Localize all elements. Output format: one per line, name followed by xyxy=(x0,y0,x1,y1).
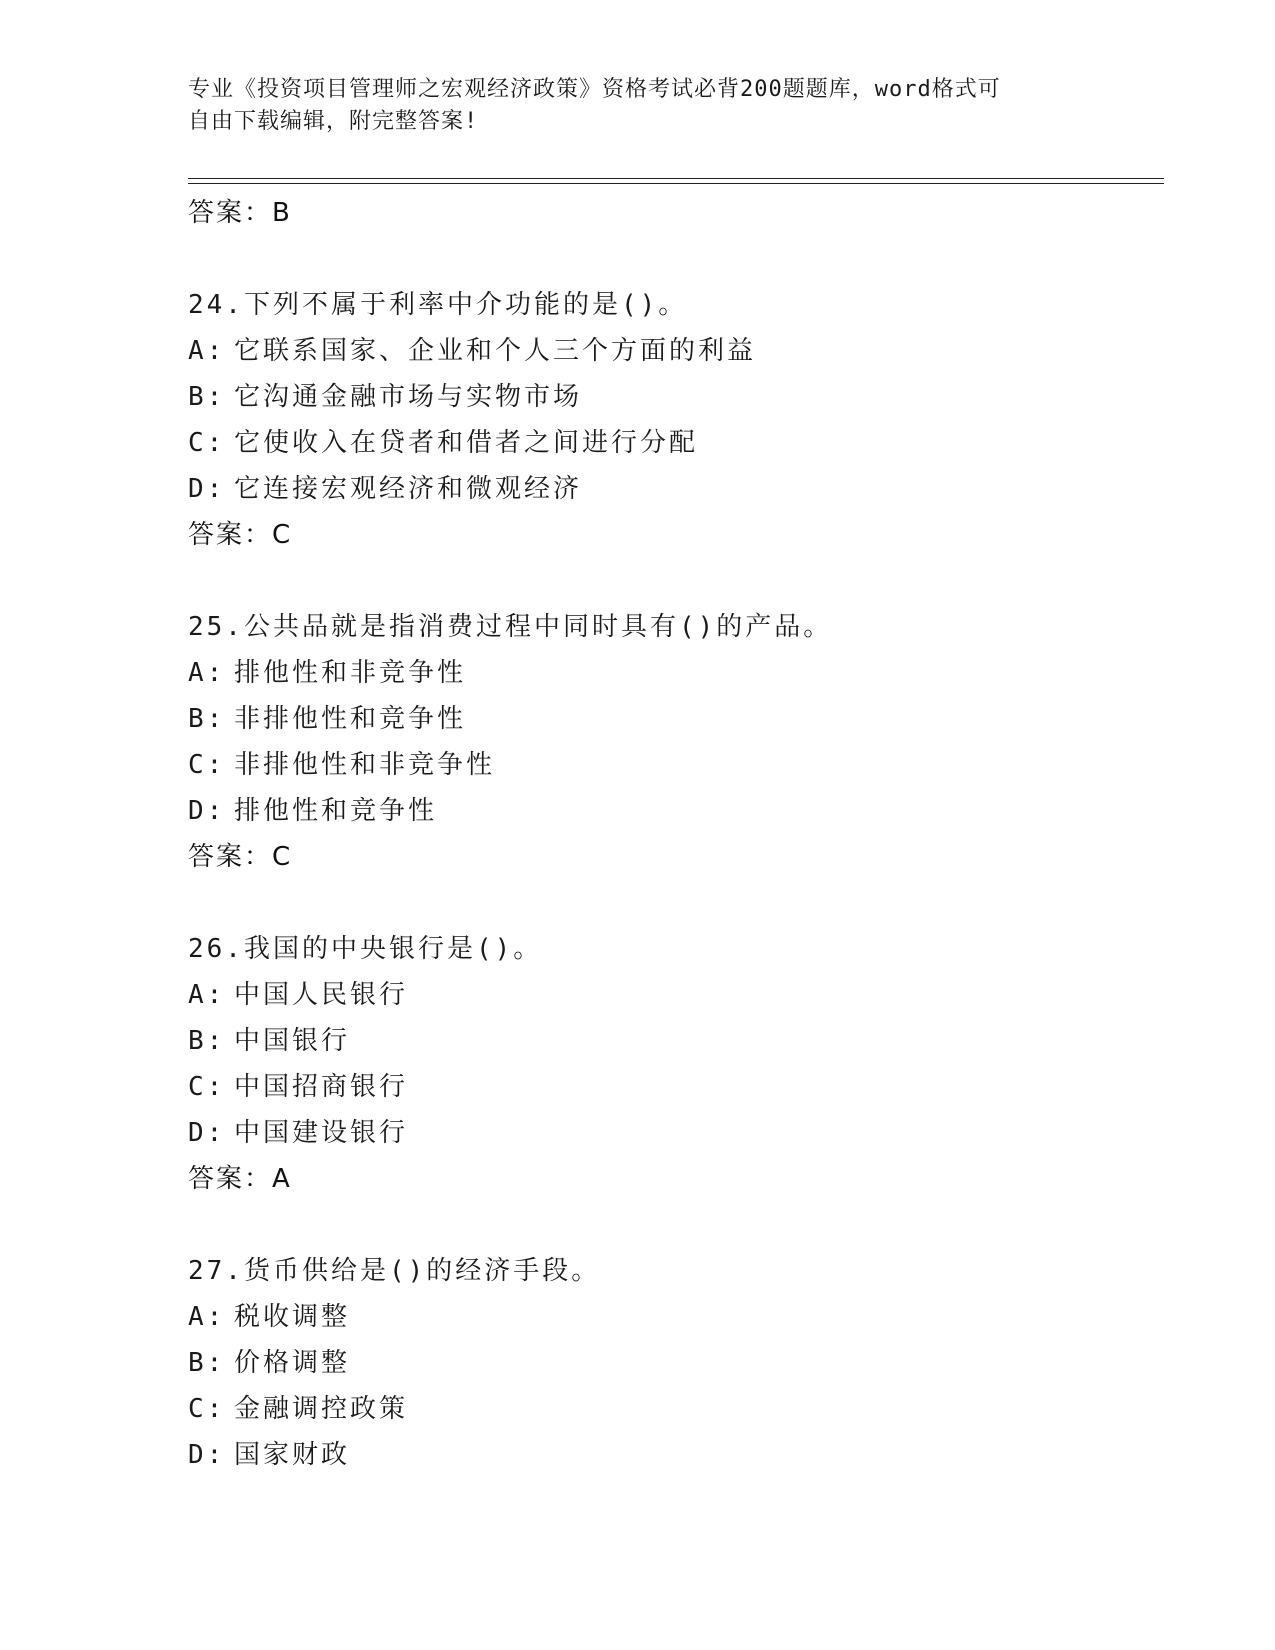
option-text: 非排他性和竞争性 xyxy=(234,704,467,734)
option-text: 中国人民银行 xyxy=(234,980,409,1010)
option-text: 它连接宏观经济和微观经济 xyxy=(234,474,583,504)
option-label: A: xyxy=(188,1302,226,1332)
option-label: B: xyxy=(188,704,226,734)
option-label: B: xyxy=(188,1348,226,1378)
option-label: D: xyxy=(188,1118,226,1148)
option-text: 价格调整 xyxy=(234,1348,351,1378)
option-b xyxy=(188,1018,1148,1064)
option-label: D: xyxy=(188,1440,226,1470)
question-block xyxy=(188,282,1148,558)
option-b xyxy=(188,696,1148,742)
question-list xyxy=(188,190,1148,1478)
option-d xyxy=(188,1432,1148,1478)
question-block xyxy=(188,1248,1148,1478)
option-text: 非排他性和非竞争性 xyxy=(234,750,496,780)
option-text: 排他性和非竞争性 xyxy=(234,658,467,688)
option-d xyxy=(188,466,1148,512)
answer: 答案：C xyxy=(188,520,293,550)
option-c xyxy=(188,742,1148,788)
option-a xyxy=(188,1294,1148,1340)
option-text: 税收调整 xyxy=(234,1302,351,1332)
option-a xyxy=(188,650,1148,696)
option-label: C: xyxy=(188,1072,226,1102)
answer: 答案：A xyxy=(188,1164,292,1194)
question-block xyxy=(188,604,1148,880)
option-b xyxy=(188,374,1148,420)
header-line-2: 自由下载编辑，附完整答案! xyxy=(188,109,479,134)
option-d xyxy=(188,788,1148,834)
option-text: 中国银行 xyxy=(234,1026,351,1056)
option-label: B: xyxy=(188,382,226,412)
option-text: 中国招商银行 xyxy=(234,1072,409,1102)
option-text: 它联系国家、企业和个人三个方面的利益 xyxy=(234,336,757,366)
option-label: A: xyxy=(188,336,226,366)
option-a xyxy=(188,972,1148,1018)
option-text: 金融调控政策 xyxy=(234,1394,409,1424)
option-text: 排他性和竞争性 xyxy=(234,796,438,826)
header-divider xyxy=(188,178,1164,184)
option-d xyxy=(188,1110,1148,1156)
option-text: 国家财政 xyxy=(234,1440,351,1470)
option-label: C: xyxy=(188,1394,226,1424)
option-c xyxy=(188,420,1148,466)
option-label: A: xyxy=(188,980,226,1010)
option-label: D: xyxy=(188,474,226,504)
option-text: 它使收入在贷者和借者之间进行分配 xyxy=(234,428,699,458)
option-b xyxy=(188,1340,1148,1386)
option-c xyxy=(188,1064,1148,1110)
option-c xyxy=(188,1386,1148,1432)
question-stem: 26.我国的中央银行是()。 xyxy=(188,934,543,964)
question-stem: 25.公共品就是指消费过程中同时具有()的产品。 xyxy=(188,612,833,642)
question-stem: 24.下列不属于利率中介功能的是()。 xyxy=(188,290,688,320)
option-label: D: xyxy=(188,796,226,826)
option-label: B: xyxy=(188,1026,226,1056)
option-label: C: xyxy=(188,428,226,458)
option-text: 它沟通金融市场与实物市场 xyxy=(234,382,583,412)
option-a xyxy=(188,328,1148,374)
previous-answer: 答案：B xyxy=(188,198,292,228)
option-label: A: xyxy=(188,658,226,688)
answer: 答案：C xyxy=(188,842,293,872)
header-line-1: 专业《投资项目管理师之宏观经济政策》资格考试必背200题题库，word格式可 xyxy=(188,77,1001,102)
question-stem: 27.货币供给是()的经济手段。 xyxy=(188,1256,601,1286)
option-label: C: xyxy=(188,750,226,780)
document-header xyxy=(188,74,1088,138)
option-text: 中国建设银行 xyxy=(234,1118,409,1148)
question-block xyxy=(188,926,1148,1202)
